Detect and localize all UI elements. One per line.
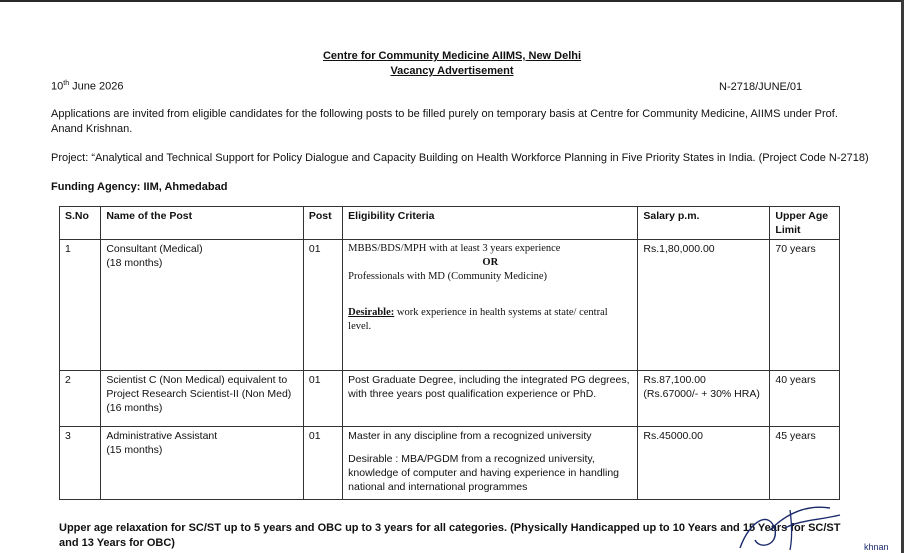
intro-paragraph: Applications are invited from eligible candidates for the following posts to be filled purely on temporary basis at Centre for Community Medicine, AIIMS under Prof. Anand Krishnan.	[51, 108, 838, 135]
funding-agency: Funding Agency: IIM, Ahmedabad	[51, 181, 228, 193]
org-title: Centre for Community Medicine AIIMS, New Delhi	[322, 50, 582, 62]
table-row	[60, 240, 840, 371]
row-eligibility	[343, 240, 638, 371]
row-eligibility	[343, 427, 638, 500]
eligibility-or: OR	[482, 257, 499, 268]
row-salary: Rs.45000.00	[638, 427, 770, 500]
header-sno: S.No	[60, 207, 101, 240]
row-post-name	[101, 240, 304, 371]
row-salary	[638, 371, 770, 427]
row-sno: 3	[60, 427, 101, 500]
project-title: Project: “Analytical and Technical Support for Policy Dialogue and Capacity Building on Health Workforce Planning in Five Priority States in India. (Project Code N-2718)	[51, 152, 869, 164]
salary-breakup: (Rs.67000/- + 30% HRA)	[643, 388, 760, 400]
row-sno: 2	[60, 371, 101, 427]
desirable-text: work experience in health systems at state/ central level.	[348, 307, 608, 332]
header-eligibility: Eligibility Criteria	[343, 207, 638, 240]
signature-icon	[730, 500, 900, 553]
table-header-row	[60, 207, 840, 240]
eligibility-line: Master in any discipline from a recognized university	[348, 430, 592, 442]
header-post-count: Post	[303, 207, 342, 240]
header-salary: Salary p.m.	[638, 207, 770, 240]
desirable-note: Desirable : MBA/PGDM from a recognized university, knowledge of computer and having experience in handling national and international programmes	[348, 453, 620, 493]
row-age-limit: 45 years	[770, 427, 840, 500]
row-age-limit: 40 years	[770, 371, 840, 427]
row-post-name	[101, 427, 304, 500]
desirable-note	[348, 306, 632, 334]
row-salary: Rs.1,80,000.00	[638, 240, 770, 371]
table-row	[60, 427, 840, 500]
header-age-limit: Upper Age Limit	[770, 207, 840, 240]
row-sno: 1	[60, 240, 101, 371]
row-post-count: 01	[303, 240, 342, 371]
post-name: Administrative Assistant	[106, 430, 218, 442]
post-duration: (18 months)	[106, 257, 163, 269]
desirable-label: Desirable:	[348, 307, 395, 318]
row-post-count: 01	[303, 371, 342, 427]
table-row	[60, 371, 840, 427]
post-duration: (16 months)	[106, 402, 163, 414]
post-name: Scientist C (Non Medical) equivalent to Project Research Scientist-II (Non Med)	[106, 374, 292, 400]
header-post-name: Name of the Post	[101, 207, 304, 240]
stamp-fragment: khnan	[864, 542, 889, 552]
row-post-count: 01	[303, 427, 342, 500]
post-duration: (15 months)	[106, 444, 163, 456]
reference-number: N-2718/JUNE/01	[719, 81, 803, 93]
age-relaxation-note: Upper age relaxation for SC/ST up to 5 years and OBC up to 3 years for all categories. (Physically Handicapped up to 10 Years and 15 Years for SC/ST and 13 Years for OBC)	[59, 522, 841, 549]
document-title: Vacancy Advertisement	[390, 65, 514, 77]
eligibility-line: MBBS/BDS/MPH with at least 3 years experience	[348, 243, 561, 254]
salary-amount: Rs.87,100.00	[643, 374, 706, 386]
row-eligibility: Post Graduate Degree, including the integrated PG degrees, with three years post qualification experience or PhD.	[343, 371, 638, 427]
eligibility-line: Professionals with MD (Community Medicine)	[348, 271, 548, 282]
scan-top-border	[0, 0, 904, 2]
row-post-name	[101, 371, 304, 427]
issue-date: 10th June 2026	[51, 80, 124, 93]
post-name: Consultant (Medical)	[106, 243, 203, 255]
vacancy-table	[59, 206, 840, 500]
row-age-limit: 70 years	[770, 240, 840, 371]
